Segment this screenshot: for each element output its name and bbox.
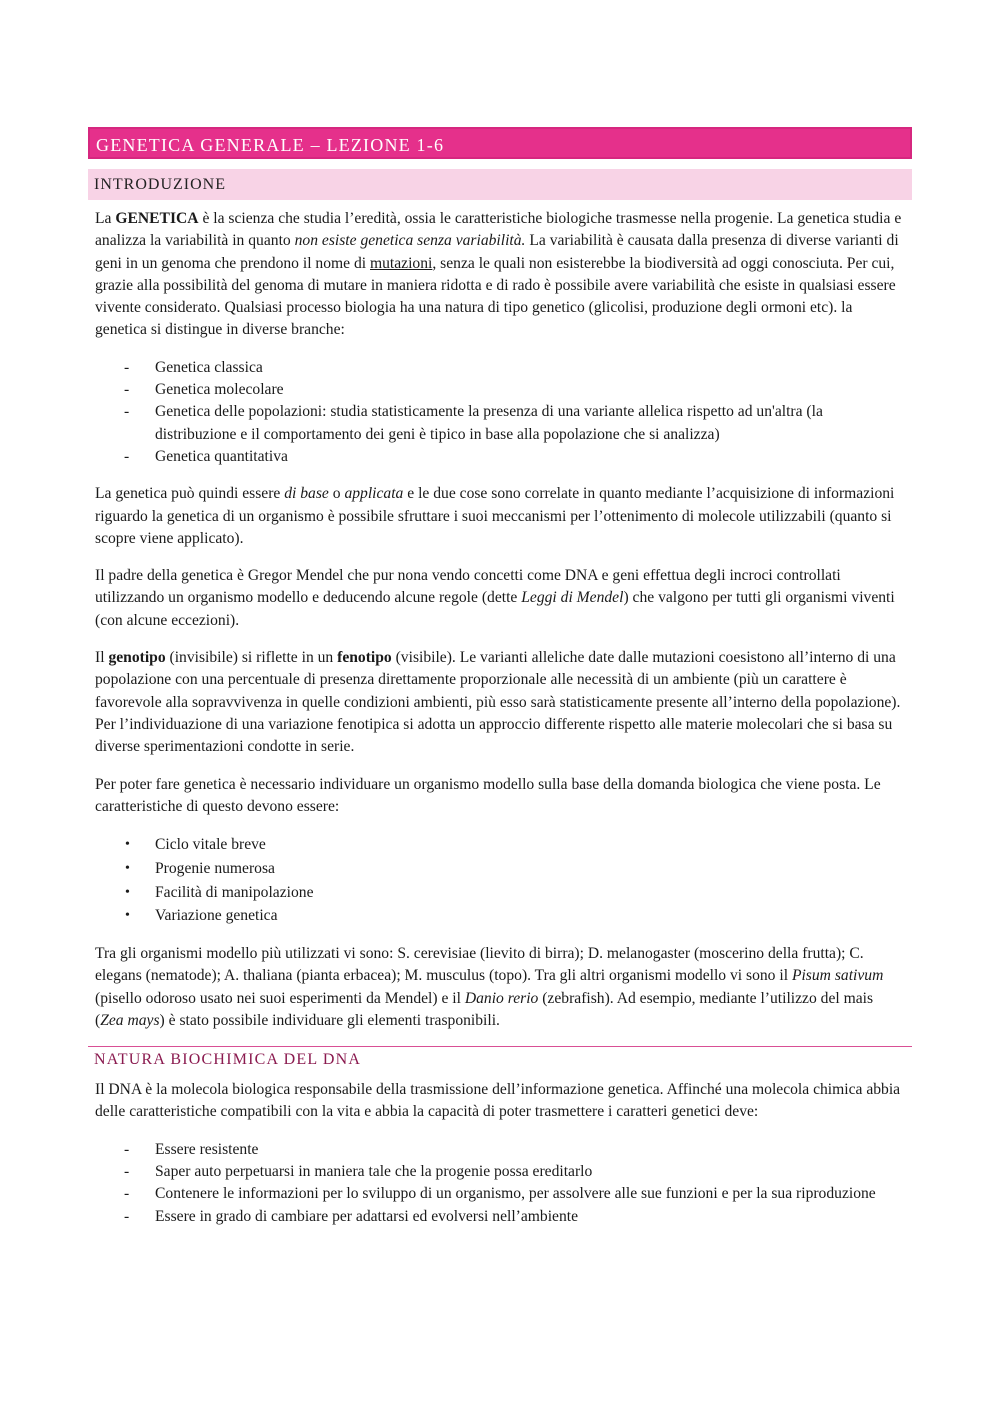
paragraph [95, 943, 905, 1032]
paragraph: Per poter fare genetica è necessario individuare un organismo modello sulla base della domanda biologica che viene posta. Le caratteristiche di questo devono essere: [95, 775, 881, 815]
list-item [95, 1161, 905, 1183]
dash-marker: - [124, 403, 130, 421]
list-item [95, 357, 905, 379]
text-run: La variabilità è causata dalla presenza di diverse varianti di geni in un genoma che prendono il nome di [95, 232, 899, 272]
list-item [95, 446, 905, 468]
bullet-marker: • [125, 860, 130, 876]
list-item-text: Essere in grado di cambiare per adattarsi ed evolversi nell’ambiente [155, 1207, 579, 1225]
bullet-marker: • [125, 837, 130, 853]
text-run: (pisello odoroso usato nei suoi esperimenti da Mendel) e il [95, 989, 465, 1007]
text-run: La genetica può quindi essere [95, 485, 285, 503]
list-item-text: Genetica delle popolazioni: studia statisticamente la presenza di una variante allelica rispetto ad un'altra (la distribuzione e il comportamento dei geni è tipico in base alla popolazione che si analizza) [155, 403, 823, 443]
list-item [95, 1206, 905, 1228]
italic-phrase: Pisum sativum [791, 967, 884, 985]
section-body-introduzione [88, 208, 912, 1032]
requirements-list [95, 1139, 905, 1228]
text-run: (zebrafish). Ad esempio, mediante l’utilizzo del mais ( [95, 989, 874, 1029]
bullet-marker: • [125, 908, 130, 924]
paragraph [95, 647, 905, 758]
text-run: ) è stato possibile individuare gli elementi trasponibili. [159, 1011, 500, 1029]
document-page [88, 127, 912, 1243]
list-item [95, 1183, 905, 1205]
list-item [95, 833, 905, 857]
bold-term: GENETICA [115, 210, 199, 227]
dash-marker: - [124, 1163, 130, 1181]
text-run: o [328, 485, 345, 503]
list-item [95, 1139, 905, 1161]
dash-marker: - [124, 381, 130, 399]
list-item-text: Genetica quantitativa [155, 447, 288, 465]
paragraph [95, 208, 905, 342]
branches-list [95, 357, 905, 468]
document-title: GENETICA GENERALE – LEZIONE 1-6 [88, 127, 912, 159]
underlined-term: mutazioni [370, 254, 433, 272]
section-body-dna [88, 1079, 912, 1228]
text-run: è la scienza che studia l’eredità, ossia le caratteristiche biologiche trasmesse nella progenie. La genetica studia e analizza la variabilità in quanto [95, 210, 902, 250]
dash-marker: - [124, 1185, 130, 1203]
text-run: Tra gli organismi modello più utilizzati vi sono: S. cerevisiae (lievito di birra); D. melanogaster (moscerino della frutta); C. elegans (nematode); A. thaliana (pianta erbacea); M. musculus (topo). Tra gli altri organismi modello vi sono il [95, 944, 864, 985]
paragraph: Il DNA è la molecola biologica responsabile della trasmissione dell’informazione genetica. Affinché una molecola chimica abbia delle caratteristiche compatibili con la vita e abbia la capacità di poter trasmettere i caratteri genetici deve: [95, 1081, 901, 1121]
list-item [95, 904, 905, 928]
list-item-text: Contenere le informazioni per lo sviluppo di un organismo, per assolvere alle sue funzioni e per la sua riproduzione [155, 1185, 876, 1203]
italic-phrase: applicata [344, 485, 404, 503]
dash-marker: - [124, 358, 130, 376]
bullet-marker: • [125, 884, 130, 900]
list-item-text: Genetica classica [155, 358, 263, 376]
dash-marker: - [124, 1207, 130, 1225]
italic-phrase: Zea mays [100, 1011, 160, 1029]
list-item [95, 401, 905, 446]
text-run: (visibile). Le varianti alleliche date dalle mutazioni coesistono all’interno di una popolazione con una percentuale di presenza direttamente proporzionale alle necessità di un ambiente (più un carattere è favorevole alla sopravvivenza in quelle condizioni ambienti, più esso sarà statisticamente presente all’interno della popolazione). Per l’individuazione di una variazione fenotipica si adotta un approccio differente rispetto alle materie molecolari che si basa su diverse sperimentazioni condotte in serie. [95, 649, 901, 756]
italic-phrase: non esiste genetica senza variabilità. [294, 232, 526, 250]
list-item-text: Genetica molecolare [155, 381, 284, 399]
text-run: e le due cose sono correlate in quanto mediante l’acquisizione di informazioni riguardo la genetica di un organismo è possibile sfruttare i suoi meccanismi per l’ottenimento di molecole utilizzabili (quanto si scopre viene applicato). [95, 485, 895, 547]
list-item-text: Variazione genetica [155, 907, 278, 925]
list-item-text: Ciclo vitale breve [155, 836, 266, 854]
text-run: (invisibile) si riflette in un [165, 649, 338, 667]
paragraph [95, 483, 905, 550]
text-run: Il padre della genetica è Gregor Mendel che pur nona vendo concetti come DNA e geni effettua degli incroci controllati utilizzando un organismo modello e deducendo alcune regole (dette [95, 567, 841, 607]
section-heading-dna: NATURA BIOCHIMICA DEL DNA [88, 1046, 912, 1075]
list-item-text: Essere resistente [155, 1140, 259, 1158]
bold-term: fenotipo [337, 649, 392, 667]
list-item [95, 379, 905, 401]
dash-marker: - [124, 447, 130, 465]
text-run: ) che valgono per tutti gli organismi viventi (con alcune eccezioni). [95, 589, 895, 629]
paragraph [95, 565, 905, 632]
list-item-text: Saper auto perpetuarsi in maniera tale che la progenie possa ereditarlo [155, 1163, 593, 1181]
text-run: , senza le quali non esisterebbe la biodiversità ad oggi conosciuta. Per cui, grazie alla possibilità del genoma di mutare in maniera ridotta e di rado è possibile avere variabilità che esiste in qualsiasi essere vivente considerato. Qualsiasi processo biologia ha una natura di tipo genetico (glicolisi, produzione degli ormoni etc). la genetica si distingue in diverse branche: [95, 254, 896, 339]
italic-phrase: Danio rerio [464, 989, 539, 1007]
text-run: Il [95, 649, 109, 667]
text-run: La [95, 210, 116, 227]
traits-list [95, 833, 905, 928]
italic-phrase: di base [284, 485, 329, 503]
list-item-text: Progenie numerosa [155, 859, 275, 877]
dash-marker: - [124, 1140, 130, 1158]
list-item-text: Facilità di manipolazione [155, 883, 314, 901]
bold-term: genotipo [108, 649, 166, 667]
italic-phrase: Leggi di Mendel [521, 589, 624, 607]
section-heading-introduzione: INTRODUZIONE [88, 169, 912, 200]
list-item [95, 857, 905, 881]
list-item [95, 881, 905, 905]
